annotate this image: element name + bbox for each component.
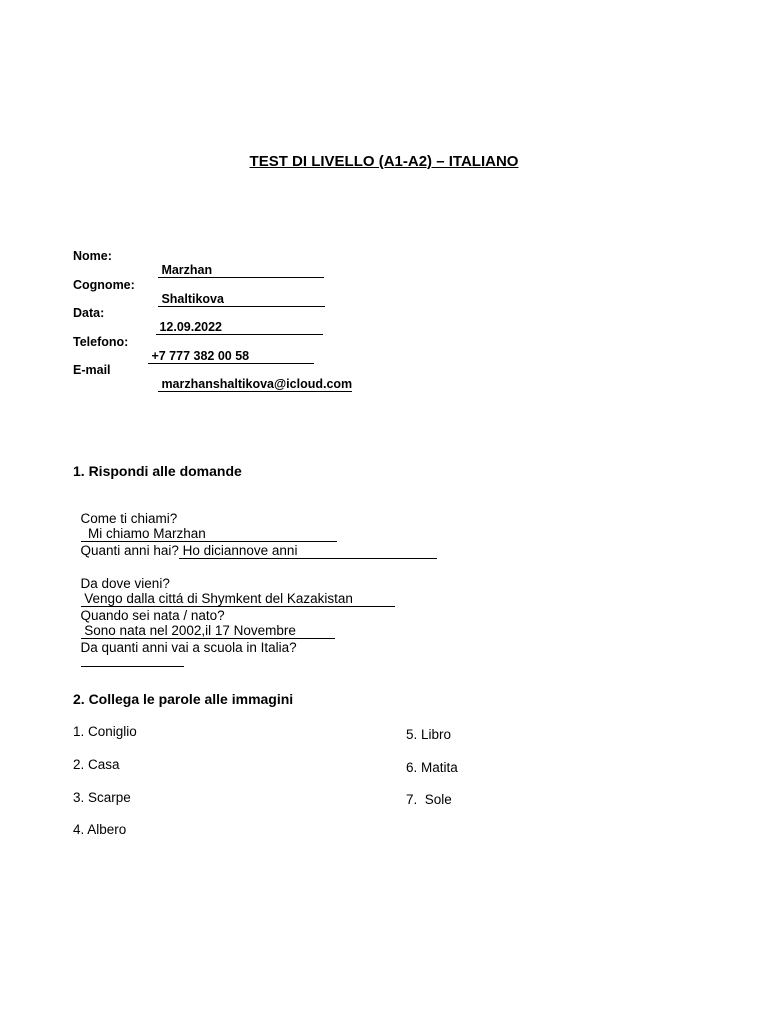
data-field[interactable]	[149, 306, 323, 335]
question-text: Quando sei nata / nato?	[80, 608, 225, 623]
answer-field[interactable]	[81, 666, 184, 667]
telefono-label: Telefono:	[73, 335, 129, 349]
question-text: Da quanti anni vai a scuola in Italia?	[80, 640, 297, 655]
answer-text: Sono nata nel 2002,il 17 Novembre	[84, 623, 296, 638]
cognome-label: Cognome:	[73, 278, 135, 292]
email-value: marzhanshaltikova@icloud.com	[161, 377, 353, 391]
list-item: 7. Sole	[406, 792, 452, 807]
answer-text: Ho diciannove anni	[182, 543, 298, 558]
answer-text: Mi chiamo Marzhan	[88, 526, 206, 541]
list-item: 3. Scarpe	[73, 790, 131, 805]
question-row	[73, 528, 437, 559]
cognome-field[interactable]	[151, 278, 325, 307]
telefono-value: +7 777 382 00 58	[151, 349, 250, 363]
page-title: TEST DI LIVELLO (A1-A2) – ITALIANO	[249, 153, 519, 170]
list-item: 2. Casa	[73, 757, 120, 772]
section1-heading: 1. Rispondi alle domande	[73, 463, 242, 479]
data-value: 12.09.2022	[159, 320, 222, 334]
question-row	[73, 625, 297, 670]
data-label: Data:	[73, 306, 105, 320]
question-text: Quanti anni hai?	[80, 543, 179, 558]
email-label: E-mail	[73, 363, 111, 377]
nome-value: Marzhan	[161, 263, 213, 277]
list-item: 4. Albero	[73, 822, 127, 837]
nome-field[interactable]	[151, 249, 324, 278]
list-item: 6. Matita	[406, 760, 458, 775]
section2-heading: 2. Collega le parole alle immagini	[73, 691, 294, 707]
list-item: 5. Libro	[406, 727, 452, 742]
question-text: Come ti chiami?	[80, 511, 178, 526]
cognome-value: Shaltikova	[161, 292, 224, 306]
nome-label: Nome:	[73, 249, 112, 263]
question-text: Da dove vieni?	[80, 576, 170, 591]
email-field[interactable]	[151, 363, 352, 392]
telefono-field[interactable]	[141, 335, 314, 364]
answer-field[interactable]	[179, 544, 437, 559]
list-item: 1. Coniglio	[73, 724, 137, 739]
answer-text: Vengo dalla cittá di Shymkent del Kazakistan	[84, 591, 353, 606]
